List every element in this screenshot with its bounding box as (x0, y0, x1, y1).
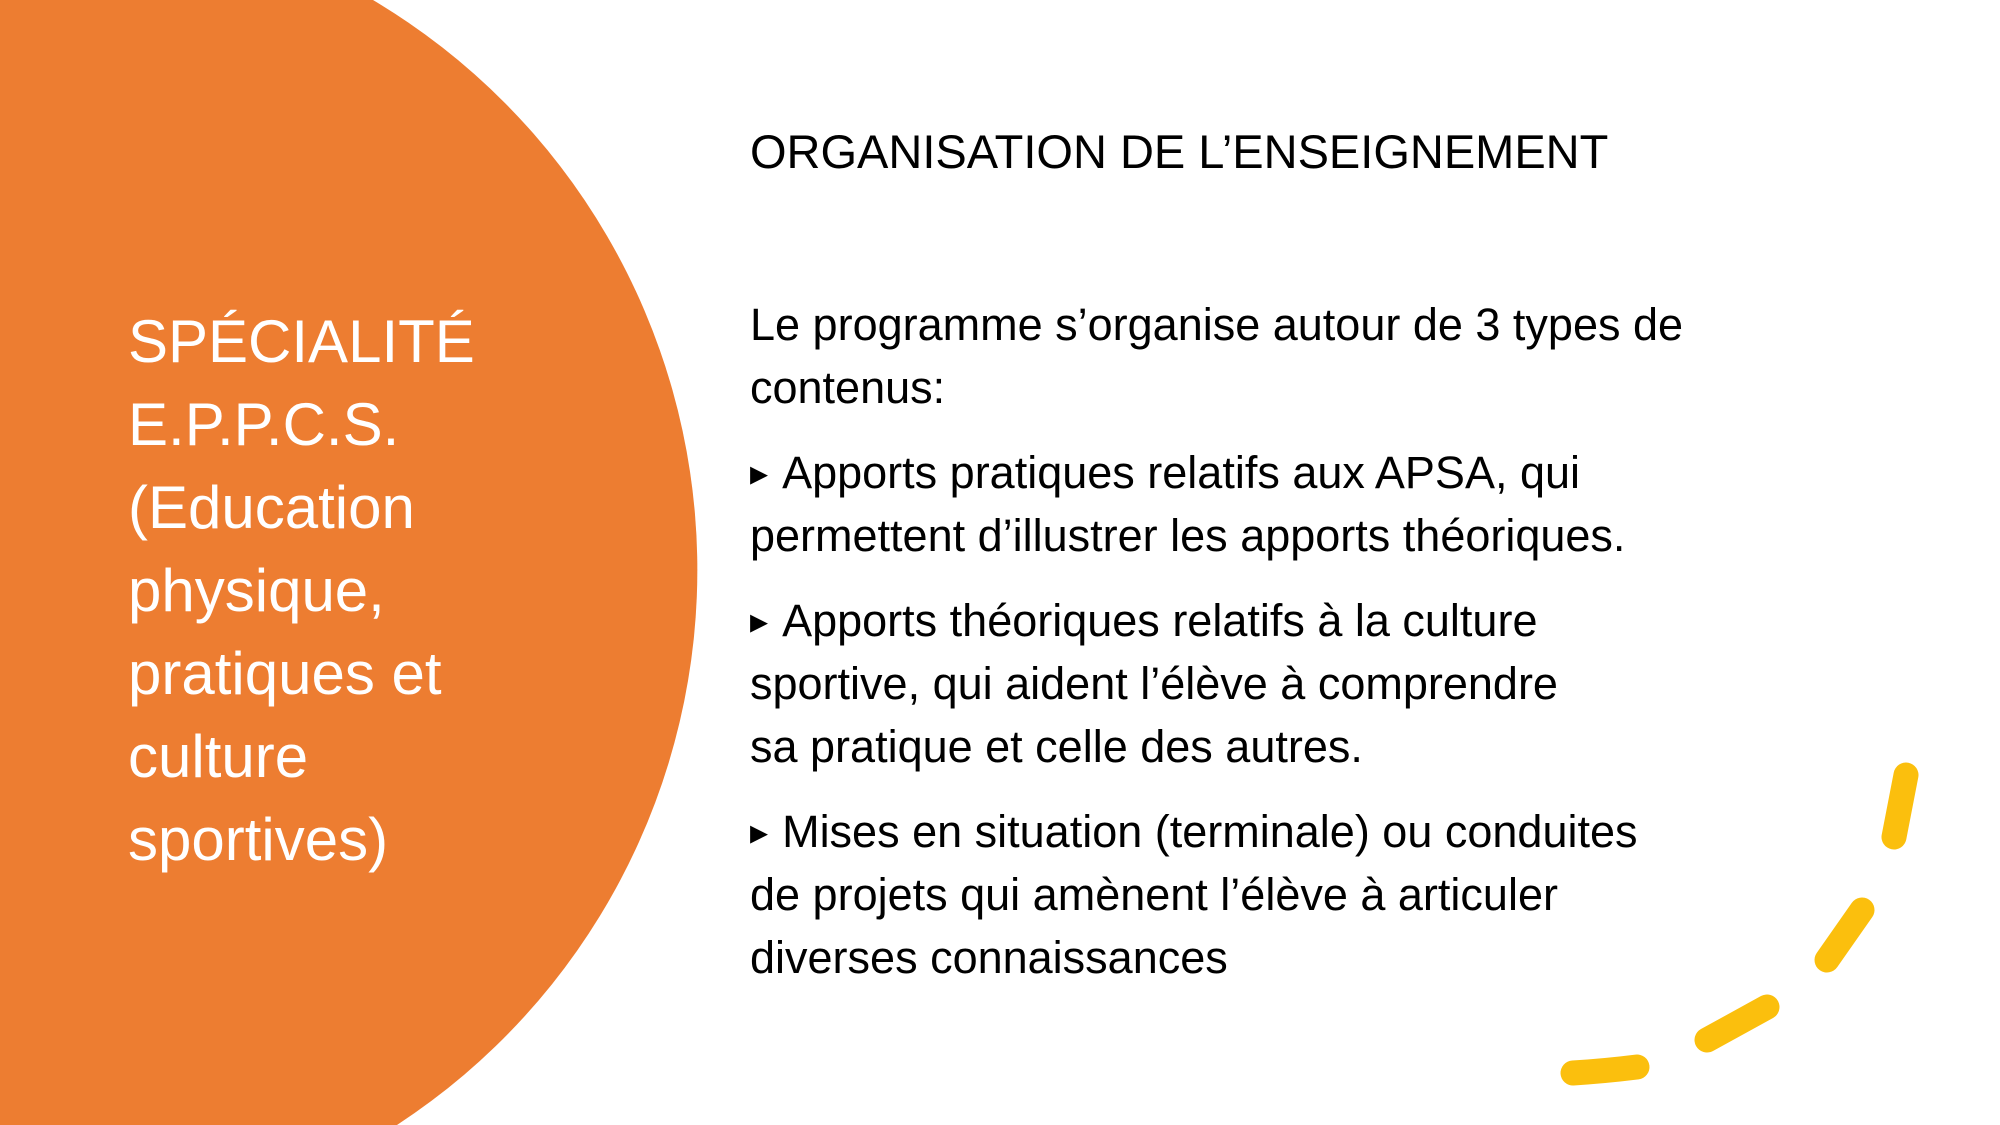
slide-body (750, 293, 1930, 1011)
intro-text: Le programme s’organise autour de 3 types de contenus: (750, 299, 1684, 413)
dash-4 (1573, 1067, 1637, 1073)
slide-heading: ORGANISATION DE L’ENSEIGNEMENT (750, 125, 1609, 178)
bullet-item: ▸ Mises en situation (terminale) ou conduites de projets qui amènent l’élève à articuler diverses connaissances (750, 800, 1930, 989)
bullet-item: ▸ Apports théoriques relatifs à la culture sportive, qui aident l’élève à comprendre sa pratique et celle des autres. (750, 589, 1930, 778)
bullet-item: ▸ Apports pratiques relatifs aux APSA, qui permettent d’illustrer les apports théoriques. (750, 441, 1930, 567)
side-title: SPÉCIALITÉ E.P.P.C.S. (Education physique, pratiques et culture sportives) (128, 308, 475, 873)
dash-3 (1707, 1007, 1767, 1040)
